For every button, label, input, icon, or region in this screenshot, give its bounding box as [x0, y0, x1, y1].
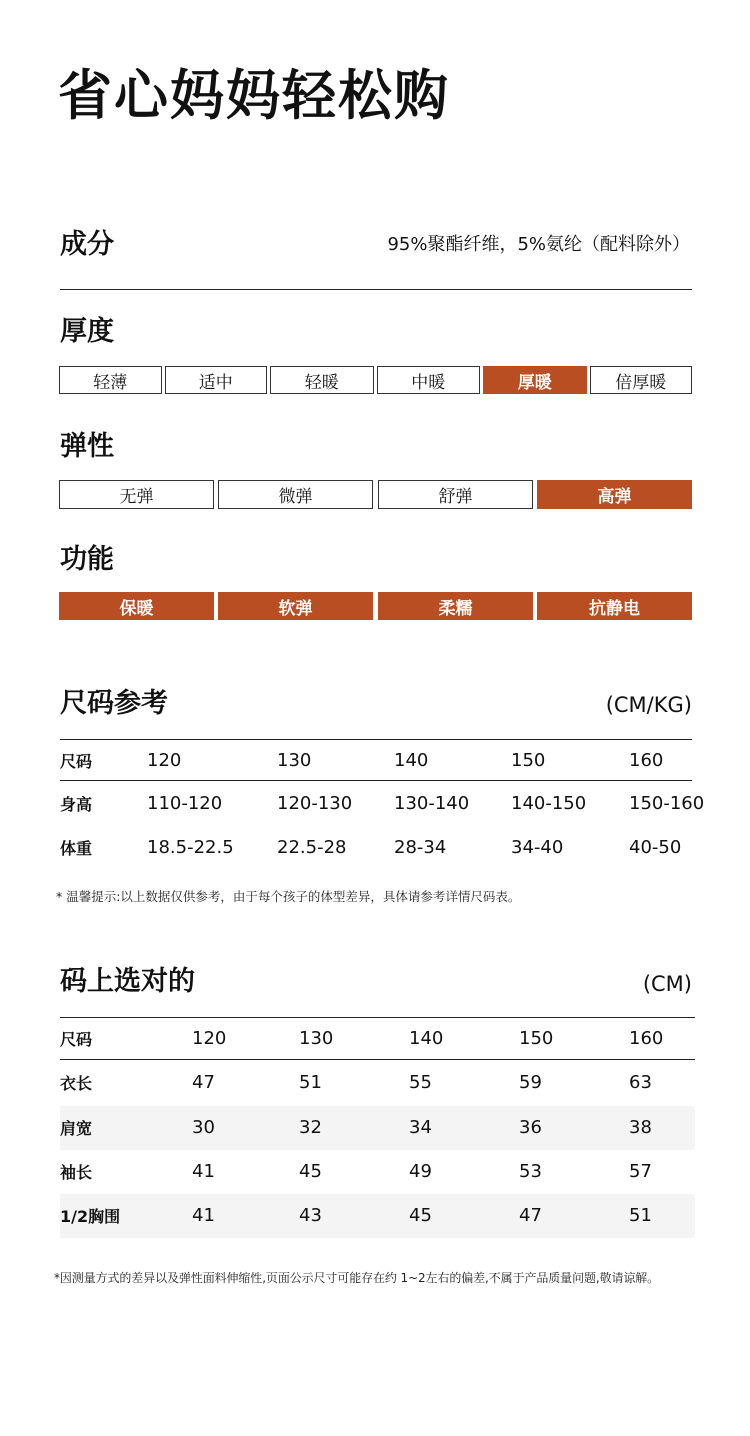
composition-title: 成分 — [60, 229, 114, 260]
composition-divider — [60, 289, 692, 290]
table-row — [60, 1060, 695, 1106]
table-cell: 38 — [629, 1106, 695, 1150]
table-header-row — [60, 1018, 695, 1060]
thickness-option-selected: 厚暖 — [483, 366, 587, 394]
composition-value: 95%聚酯纤维，5%氨纶（配料除外） — [387, 234, 690, 255]
table-cell: 57 — [629, 1161, 652, 1182]
function-title: 功能 — [60, 544, 114, 575]
thickness-option: 轻暖 — [270, 366, 374, 394]
table-row-header: 身高 — [60, 794, 93, 814]
elasticity-title: 弹性 — [60, 431, 114, 462]
table-cell: 63 — [629, 1072, 652, 1094]
thickness-option: 倍厚暖 — [590, 366, 693, 394]
thickness-option: 轻薄 — [59, 366, 162, 394]
table-row — [60, 781, 692, 826]
table-row-header: 肩宽 — [60, 1106, 192, 1150]
table-cell: 130-140 — [394, 792, 470, 814]
table-header-cell: 尺码 — [60, 1018, 192, 1060]
table-cell: 53 — [519, 1161, 542, 1182]
thickness-option: 中暖 — [377, 366, 481, 394]
table-row — [60, 826, 692, 870]
table-row-header: 袖长 — [60, 1163, 93, 1182]
table-cell: 32 — [299, 1106, 409, 1150]
table-header-cell: 120 — [147, 740, 277, 781]
table-cell: 18.5-22.5 — [147, 837, 234, 858]
table-cell: 28-34 — [394, 837, 447, 858]
table-cell: 40-50 — [629, 837, 682, 858]
size-chart-note: *因测量方式的差异以及弹性面料伸缩性,页面公示尺寸可能存在约 1~2左右的偏差,不属于产品质量问题,敬请谅解。 — [54, 1271, 660, 1285]
function-option-selected: 柔糯 — [378, 592, 533, 620]
table-header-cell: 160 — [629, 1018, 695, 1060]
table-header-cell: 160 — [629, 740, 692, 781]
table-cell: 45 — [409, 1194, 519, 1238]
table-cell: 45 — [299, 1161, 322, 1182]
size-chart-unit: (CM) — [642, 972, 692, 996]
table-header-cell: 150 — [519, 1018, 629, 1060]
table-cell: 150-160 — [629, 792, 705, 814]
table-cell: 41 — [192, 1161, 215, 1182]
table-cell: 34 — [409, 1106, 519, 1150]
table-row-header: 1/2胸围 — [60, 1194, 192, 1238]
size-reference-table — [60, 739, 705, 870]
table-cell: 110-120 — [147, 792, 223, 814]
thickness-options — [59, 366, 692, 394]
thickness-option: 适中 — [165, 366, 268, 394]
page-title: 省心妈妈轻松购 — [58, 64, 450, 127]
elasticity-option: 舒弹 — [378, 480, 533, 509]
size-chart-title: 码上选对的 — [60, 966, 195, 997]
table-cell: 49 — [409, 1161, 432, 1182]
table-cell: 41 — [192, 1194, 299, 1238]
table-cell: 59 — [519, 1072, 542, 1094]
size-chart-table — [60, 1017, 695, 1238]
table-row-header: 体重 — [60, 839, 93, 858]
elasticity-option: 无弹 — [59, 480, 214, 509]
table-header-cell: 140 — [409, 1018, 519, 1060]
table-cell: 43 — [299, 1194, 409, 1238]
table-header-cell: 140 — [394, 740, 511, 781]
table-header-row — [60, 740, 692, 781]
table-row — [60, 1106, 695, 1150]
size-reference-title: 尺码参考 — [60, 688, 168, 719]
table-header-cell: 尺码 — [60, 740, 147, 781]
function-option-selected: 软弹 — [218, 592, 373, 620]
size-reference-note: * 温馨提示:以上数据仅供参考，由于每个孩子的体型差异，具体请参考详情尺码表。 — [56, 889, 521, 904]
table-cell: 30 — [192, 1106, 299, 1150]
table-cell: 22.5-28 — [277, 837, 347, 858]
size-reference-unit: (CM/KG) — [605, 693, 692, 717]
function-option-selected: 保暖 — [59, 592, 214, 620]
elasticity-options — [59, 480, 692, 509]
table-header-cell: 130 — [299, 1018, 409, 1060]
elasticity-option: 微弹 — [218, 480, 373, 509]
elasticity-option-selected: 高弹 — [537, 480, 692, 509]
table-header-cell: 150 — [511, 740, 629, 781]
table-row — [60, 1194, 695, 1238]
table-header-cell: 130 — [277, 740, 394, 781]
table-header-cell: 120 — [192, 1018, 299, 1060]
function-option-selected: 抗静电 — [537, 592, 692, 620]
table-cell: 51 — [299, 1072, 322, 1094]
table-cell: 51 — [629, 1194, 695, 1238]
table-row — [60, 1150, 695, 1194]
table-cell: 120-130 — [277, 792, 353, 814]
table-cell: 47 — [519, 1194, 629, 1238]
table-cell: 140-150 — [511, 792, 587, 814]
function-options — [59, 592, 692, 620]
table-cell: 47 — [192, 1072, 215, 1094]
table-row-header: 衣长 — [60, 1074, 93, 1094]
thickness-title: 厚度 — [60, 316, 114, 347]
table-cell: 34-40 — [511, 837, 564, 858]
table-cell: 36 — [519, 1106, 629, 1150]
table-cell: 55 — [409, 1072, 432, 1094]
